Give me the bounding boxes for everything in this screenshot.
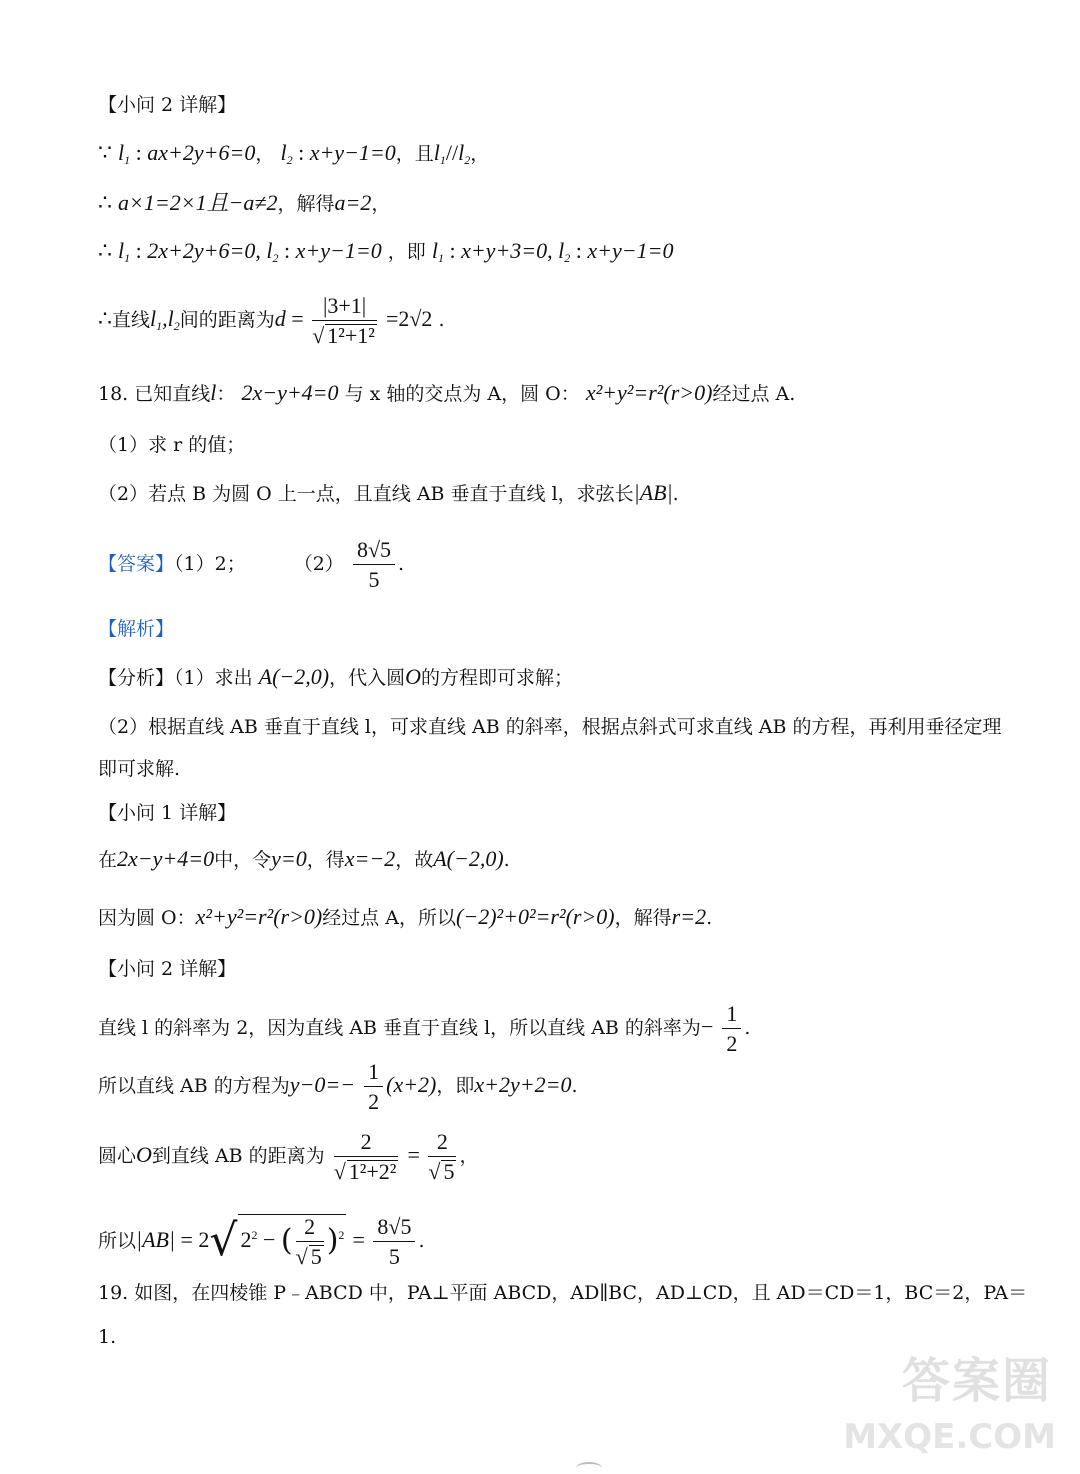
question-18-part1: （1）求 r 的值； xyxy=(98,434,246,456)
line-given-parallel: ∵ $l_1$ : ax+2y+6=0， $l_2$ : x+y−1=0，且$l_1//l_2$， xyxy=(98,140,490,167)
line-equations: ∴ $l_1$ : 2x+2y+6=0, $l_2$ : x+y−1=0 ，即 $l_1$ : x+y+3=0, $l_2$ : x+y−1=0 xyxy=(98,238,674,265)
q1-y: y=0 xyxy=(271,846,307,871)
q1-line2b: 经过点 A，所以 xyxy=(322,907,457,929)
condition-text: a×1=2×1且−a≠2 xyxy=(118,190,278,215)
l2-equation: x+y−1=0 xyxy=(309,140,396,165)
q18-line-equation: 2x−y+4=0 xyxy=(241,380,339,405)
section-title-q1: 【小问 1 详解】 xyxy=(98,802,237,824)
question-19-line2: 1. xyxy=(98,1326,117,1348)
answer-denominator: 5 xyxy=(368,567,380,592)
answer-line: 【答案】（1）2； （2） $\frac{8√5}{5}$ . xyxy=(98,537,405,592)
q2-line1a: 直线 l 的斜率为 2，因为直线 AB 垂直于直线 l，所以直线 AB 的斜率为 xyxy=(98,1017,701,1039)
fenxi-line3: 即可求解. xyxy=(98,758,181,780)
q18-mid: 与 x 轴的交点为 A，圆 O： xyxy=(344,383,580,405)
q1-line2c: ，解得 xyxy=(614,907,672,929)
q1-line2a: 因为圆 O： xyxy=(98,907,196,929)
distance-numerator: |3+1| xyxy=(312,294,377,321)
answer-fraction xyxy=(353,538,395,592)
line-condition: ∴ a×1=2×1且−a≠2，解得a=2， xyxy=(98,190,391,215)
q1-line1c: ，得 xyxy=(306,849,345,871)
chord-length-fraction xyxy=(373,1215,415,1269)
therefore-symbol: ∴ xyxy=(98,190,112,215)
q18-tail: 经过点 A. xyxy=(712,383,796,405)
jiexi-tag: 【解析】 xyxy=(98,618,175,640)
question-19-line1: 19. 如图，在四棱锥 P﹣ABCD 中，PA⊥平面 ABCD，AD∥BC，AD⊥CD，且 AD＝CD＝1，BC＝2，PA＝ xyxy=(98,1282,1028,1304)
dist-text: 直线 xyxy=(112,309,151,331)
q2-line4a: 所以 xyxy=(98,1230,137,1253)
watermark-top: 答案圈 xyxy=(901,1353,1052,1409)
fenxi-1a: （1）求出 xyxy=(174,667,253,689)
l1-equation-2x: 2x+2y+6=0 xyxy=(147,238,256,263)
slope-fraction: $\frac{1}{2}$ xyxy=(722,1002,741,1056)
q1-line1b: 中，令 xyxy=(214,849,272,871)
question-18-part2: （2）若点 B 为圆 O 上一点，且直线 AB 垂直于直线 l，求弦长|AB|. xyxy=(98,480,679,505)
fenxi-1c: 的方程即可求解； xyxy=(421,667,574,689)
chord-numerator: 8√5 xyxy=(373,1215,415,1242)
q2-line1: 直线 l 的斜率为 2，因为直线 AB 垂直于直线 l，所以直线 AB 的斜率为− $\frac{1}{2}$ . xyxy=(98,1001,751,1056)
ji-text: ，即 xyxy=(387,241,426,263)
q1-point-a: A(−2,0) xyxy=(433,846,504,871)
and-text: ，且 xyxy=(395,143,434,165)
section-title-q2: 【小问 2 详解】 xyxy=(98,94,237,116)
q2-eq3: x+2y+2=0 xyxy=(474,1072,572,1097)
fenxi-line1: 【分析】（1）求出 A(−2,0)，代入圆O的方程即可求解； xyxy=(98,664,574,689)
q1-line1d: ，故 xyxy=(395,849,434,871)
center-dist-simplified: $\frac{2}{√ 5}$ xyxy=(428,1129,455,1184)
question-18-stem: 18. 已知直线l： 2x−y+4=0 与 x 轴的交点为 A，圆 O： x²+y²=r²(r>0)经过点 A. xyxy=(98,380,796,405)
q1-line2: 因为圆 O：x²+y²=r²(r>0)经过点 A，所以(−2)²+0²=r²(r>0)，解得r=2. xyxy=(98,904,713,929)
watermark-logo xyxy=(843,1349,1062,1459)
q1-circle: x²+y²=r²(r>0) xyxy=(195,904,323,929)
answer-part1: （1）2； xyxy=(174,553,246,575)
q2-minus: − xyxy=(700,1014,714,1039)
answer-numerator: 8√5 xyxy=(353,538,395,565)
q2-eq-left: y−0=− xyxy=(289,1072,356,1097)
q18-p2-text: （2）若点 B 为圆 O 上一点，且直线 AB 垂直于直线 l，求弦长 xyxy=(98,483,634,505)
q2-line3b: 到直线 AB 的距离为 xyxy=(151,1145,325,1167)
section-title-q2b: 【小问 2 详解】 xyxy=(98,958,237,980)
fenxi-1b: ，代入圆 xyxy=(329,667,406,689)
q18-circle-equation: x²+y²=r²(r>0) xyxy=(585,380,713,405)
l1-equation: ax+2y+6=0 xyxy=(147,140,256,165)
l2-equation-c: x+y−1=0 xyxy=(587,238,674,263)
line-distance: ∴直线$l_1,l_2$间的距离为d = $\frac{|3+1|}{\text{√ 1²+1²}}$ =2√2 . xyxy=(98,293,445,348)
q2-line2: 所以直线 AB 的方程为y−0=− $\frac{1}{2}$ (x+2)，即x+2y+2=0. xyxy=(98,1059,578,1114)
answer-part2-label: （2） xyxy=(293,553,344,575)
because-symbol: ∵ xyxy=(98,140,112,165)
q2-eq-right: (x+2) xyxy=(386,1072,437,1097)
l1-equation-x3: x+y+3=0 xyxy=(461,238,548,263)
center-dist-fraction: $\frac{2}{\text{√ 1²+2²}}$ xyxy=(333,1129,397,1184)
solve-text: ，解得 xyxy=(277,193,335,215)
distance-denominator: 1²+1² xyxy=(327,323,375,348)
distance-fraction: $\frac{|3+1|}{\text{√ 1²+1²}}$ xyxy=(312,293,375,348)
answer-tag: 【答案】 xyxy=(98,553,175,575)
page-bottom-mark xyxy=(576,1462,602,1474)
q18-head: 18. 已知直线 xyxy=(98,383,211,405)
q2-line2a: 所以直线 AB 的方程为 xyxy=(98,1075,290,1097)
q1-eq: 2x−y+4=0 xyxy=(117,846,215,871)
q1-line1: 在2x−y+4=0中，令y=0，得x=−2，故A(−2,0). xyxy=(98,846,510,871)
q1-subst: (−2)²+0²=r²(r>0) xyxy=(456,904,615,929)
q2-abs-ab: |AB| xyxy=(136,1227,175,1253)
distance-result: =2√2 xyxy=(385,306,433,331)
q1-x: x=−2 xyxy=(344,846,396,871)
half-fraction: $\frac{1}{2}$ xyxy=(364,1060,383,1114)
q1-line1a: 在 xyxy=(98,849,118,871)
q2-line2b: ，即 xyxy=(436,1075,475,1097)
q1-r: r=2 xyxy=(671,904,707,929)
fenxi-tag: 【分析】 xyxy=(98,667,175,689)
fenxi-line2: （2）根据直线 AB 垂直于直线 l，可求直线 AB 的斜率，根据点斜式可求直线 AB 的方程，再利用垂径定理 xyxy=(98,716,1002,738)
q18-p2-abs: |AB| xyxy=(633,480,673,505)
q2-line4: 所以|AB| = 2√ $2^2$ − ( $\frac{2}{√ 5}$ )$^2$ = $\frac{8√5}{5}$ . xyxy=(98,1214,425,1270)
watermark-bottom: MXQE.COM xyxy=(843,1417,1056,1457)
chord-denominator: 5 xyxy=(388,1244,400,1270)
parallel-symbol: // xyxy=(445,140,459,165)
center-dist-denominator: 1²+2² xyxy=(348,1159,397,1184)
q2-line3: 圆心O到直线 AB 的距离为 $\frac{2}{\text{√ 1²+2²}}$ = $\frac{2}{√ 5}$ ， xyxy=(98,1129,479,1184)
fenxi-point-a: A(−2,0) xyxy=(258,664,330,689)
q2-line3a: 圆心 xyxy=(98,1145,137,1167)
l2-equation-b: x+y−1=0 xyxy=(295,238,382,263)
dist-text2: 间的距离为 xyxy=(179,309,275,331)
a-value: a=2 xyxy=(334,190,372,215)
